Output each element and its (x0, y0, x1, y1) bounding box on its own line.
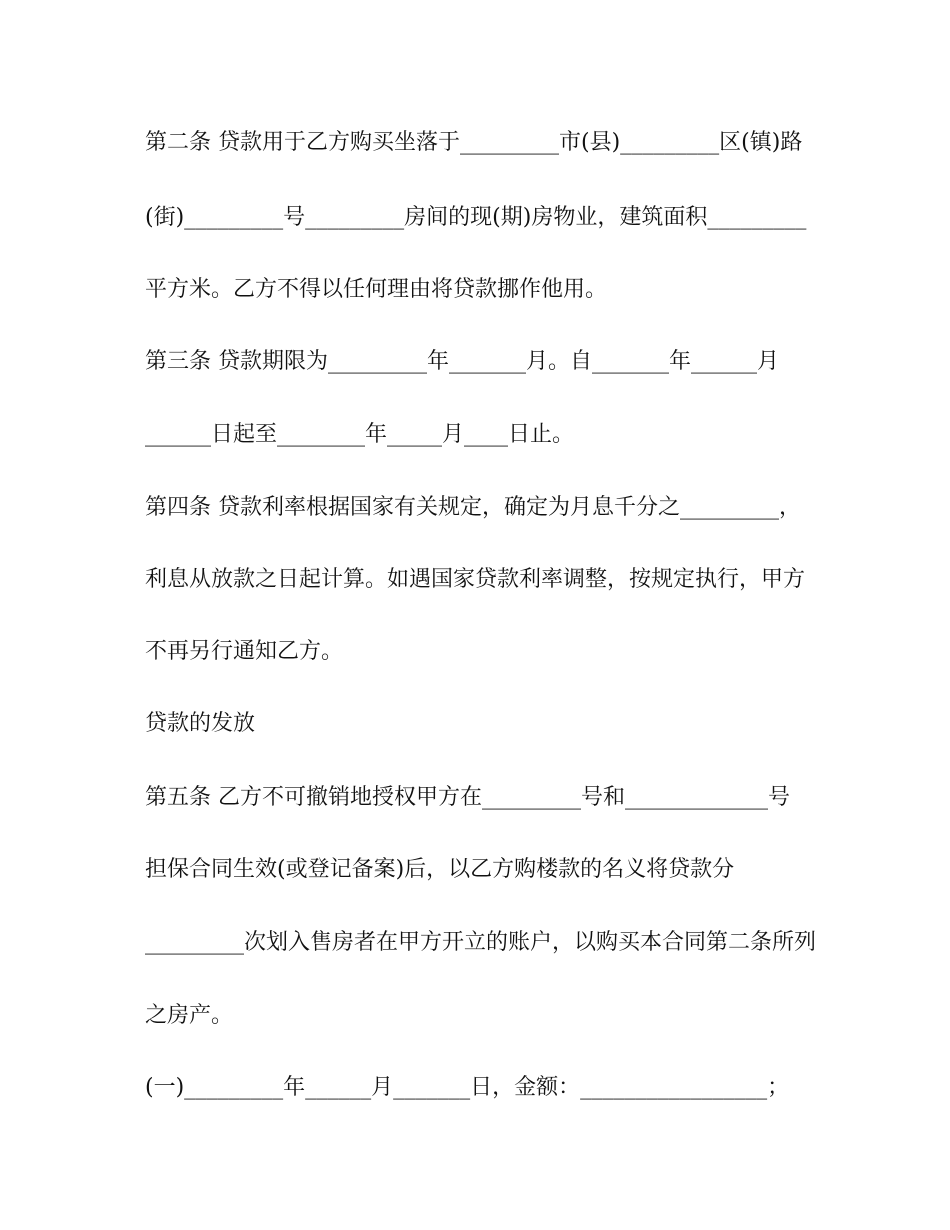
clause-5-line-2: 担保合同生效(或登记备案)后，以乙方购楼款的名义将贷款分 (145, 857, 735, 882)
section-heading: 贷款的发放 (145, 711, 256, 736)
clause-3-line-1: 第三条 贷款期限为_________年_______月。自_______年______月 (145, 349, 779, 374)
clause-2-line-2: (街)_________号_________房间的现(期)房物业，建筑面积_________ (145, 205, 807, 230)
clause-2-line-1: 第二条 贷款用于乙方购买坐落于_________市(县)_________区(镇)路 (145, 130, 803, 155)
clause-3-line-2: ______日起至________年_____月____日止。 (145, 422, 575, 447)
clause-2-line-3: 平方米。乙方不得以任何理由将贷款挪作他用。 (145, 277, 608, 302)
clause-4-line-2: 利息从放款之日起计算。如遇国家贷款利率调整，按规定执行，甲方 (145, 567, 806, 592)
clause-4-line-3: 不再另行通知乙方。 (145, 639, 344, 664)
clause-5-line-3: _________次划入售房者在甲方开立的账户，以购买本合同第二条所列 (145, 930, 817, 955)
disbursement-item-1: (一)_________年______月_______日，金额：_________________； (145, 1075, 790, 1100)
clause-4-line-1: 第四条 贷款利率根据国家有关规定，确定为月息千分之_________， (145, 495, 801, 520)
clause-5-line-4: 之房产。 (145, 1003, 234, 1028)
clause-5-line-1: 第五条 乙方不可撤销地授权甲方在_________号和_____________号 (145, 785, 790, 810)
